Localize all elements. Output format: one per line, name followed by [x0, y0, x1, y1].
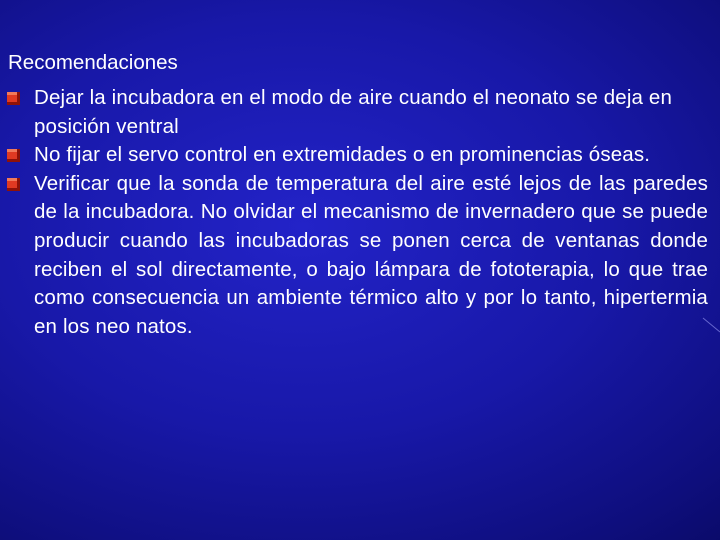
bullet-text: Dejar la incubadora en el modo de aire cuando el neonato se deja en posición ventral	[34, 86, 673, 138]
red-square-bullet-icon	[7, 149, 20, 162]
bullet-item	[0, 141, 708, 170]
red-square-bullet-icon	[7, 92, 20, 105]
bullet-text: No fijar el servo control en extremidades o en prominencias óseas.	[34, 143, 651, 167]
slide-heading: Recomendaciones	[8, 51, 178, 74]
red-square-bullet-icon	[7, 178, 20, 191]
bullet-item	[0, 84, 708, 141]
bullet-list	[0, 84, 720, 341]
bullet-item	[0, 170, 708, 342]
bullet-text: Verificar que la sonda de temperatura del aire esté lejos de las paredes de la incubadora. No olvidar el mecanismo de invernadero que se puede producir cuando las incubadoras se ponen cerca de ventanas donde reciben el sol directamente, o bajo lámpara de fototerapia, lo que trae como consecuencia un ambiente térmico alto y por lo tanto, hipertermia en los neo natos.	[34, 171, 708, 338]
